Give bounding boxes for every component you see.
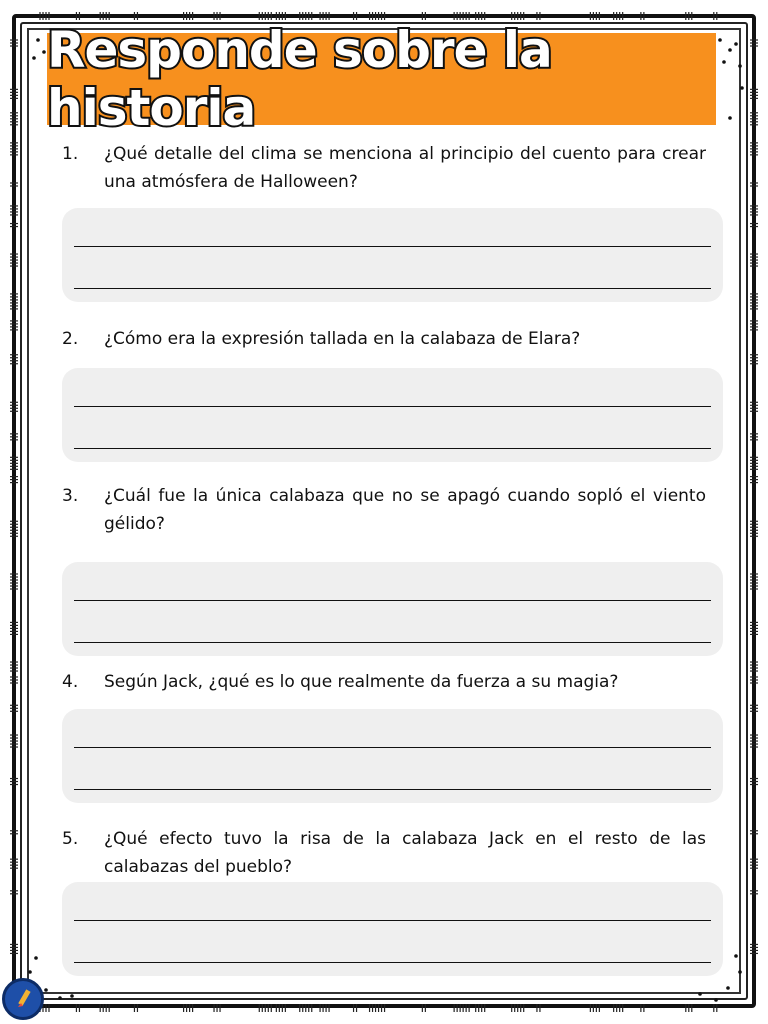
answer-box-3[interactable]	[62, 562, 723, 656]
question-text: ¿Qué efecto tuvo la risa de la calabaza Jack en el resto de las calabazas del pueblo?	[104, 829, 706, 877]
answer-line	[74, 448, 711, 449]
question-text: ¿Cómo era la expresión tallada en la calabaza de Elara?	[104, 329, 581, 349]
title-banner	[47, 21, 716, 137]
answer-box-4[interactable]	[62, 709, 723, 803]
answer-line	[74, 288, 711, 289]
answer-line	[74, 600, 711, 601]
page-title: Responde sobre la historia	[47, 21, 552, 137]
answer-box-1[interactable]	[62, 208, 723, 302]
answer-line	[74, 642, 711, 643]
question-number: 1.	[62, 144, 79, 164]
answer-line	[74, 747, 711, 748]
answer-line	[74, 406, 711, 407]
question-number: 2.	[62, 329, 79, 349]
answer-box-2[interactable]	[62, 368, 723, 462]
pencil-logo-icon	[2, 978, 44, 1020]
question-number: 4.	[62, 672, 79, 692]
answer-line	[74, 789, 711, 790]
answer-line	[74, 962, 711, 963]
question-number: 5.	[62, 829, 79, 849]
answer-box-5[interactable]	[62, 882, 723, 976]
question-text: ¿Cuál fue la única calabaza que no se apagó cuando sopló el viento gélido?	[104, 486, 706, 534]
question-text: ¿Qué detalle del clima se menciona al principio del cuento para crear una atmósfera de Halloween?	[104, 144, 706, 192]
answer-line	[74, 920, 711, 921]
question-number: 3.	[62, 486, 79, 506]
question-text: Según Jack, ¿qué es lo que realmente da fuerza a su magia?	[104, 672, 619, 692]
answer-line	[74, 246, 711, 247]
